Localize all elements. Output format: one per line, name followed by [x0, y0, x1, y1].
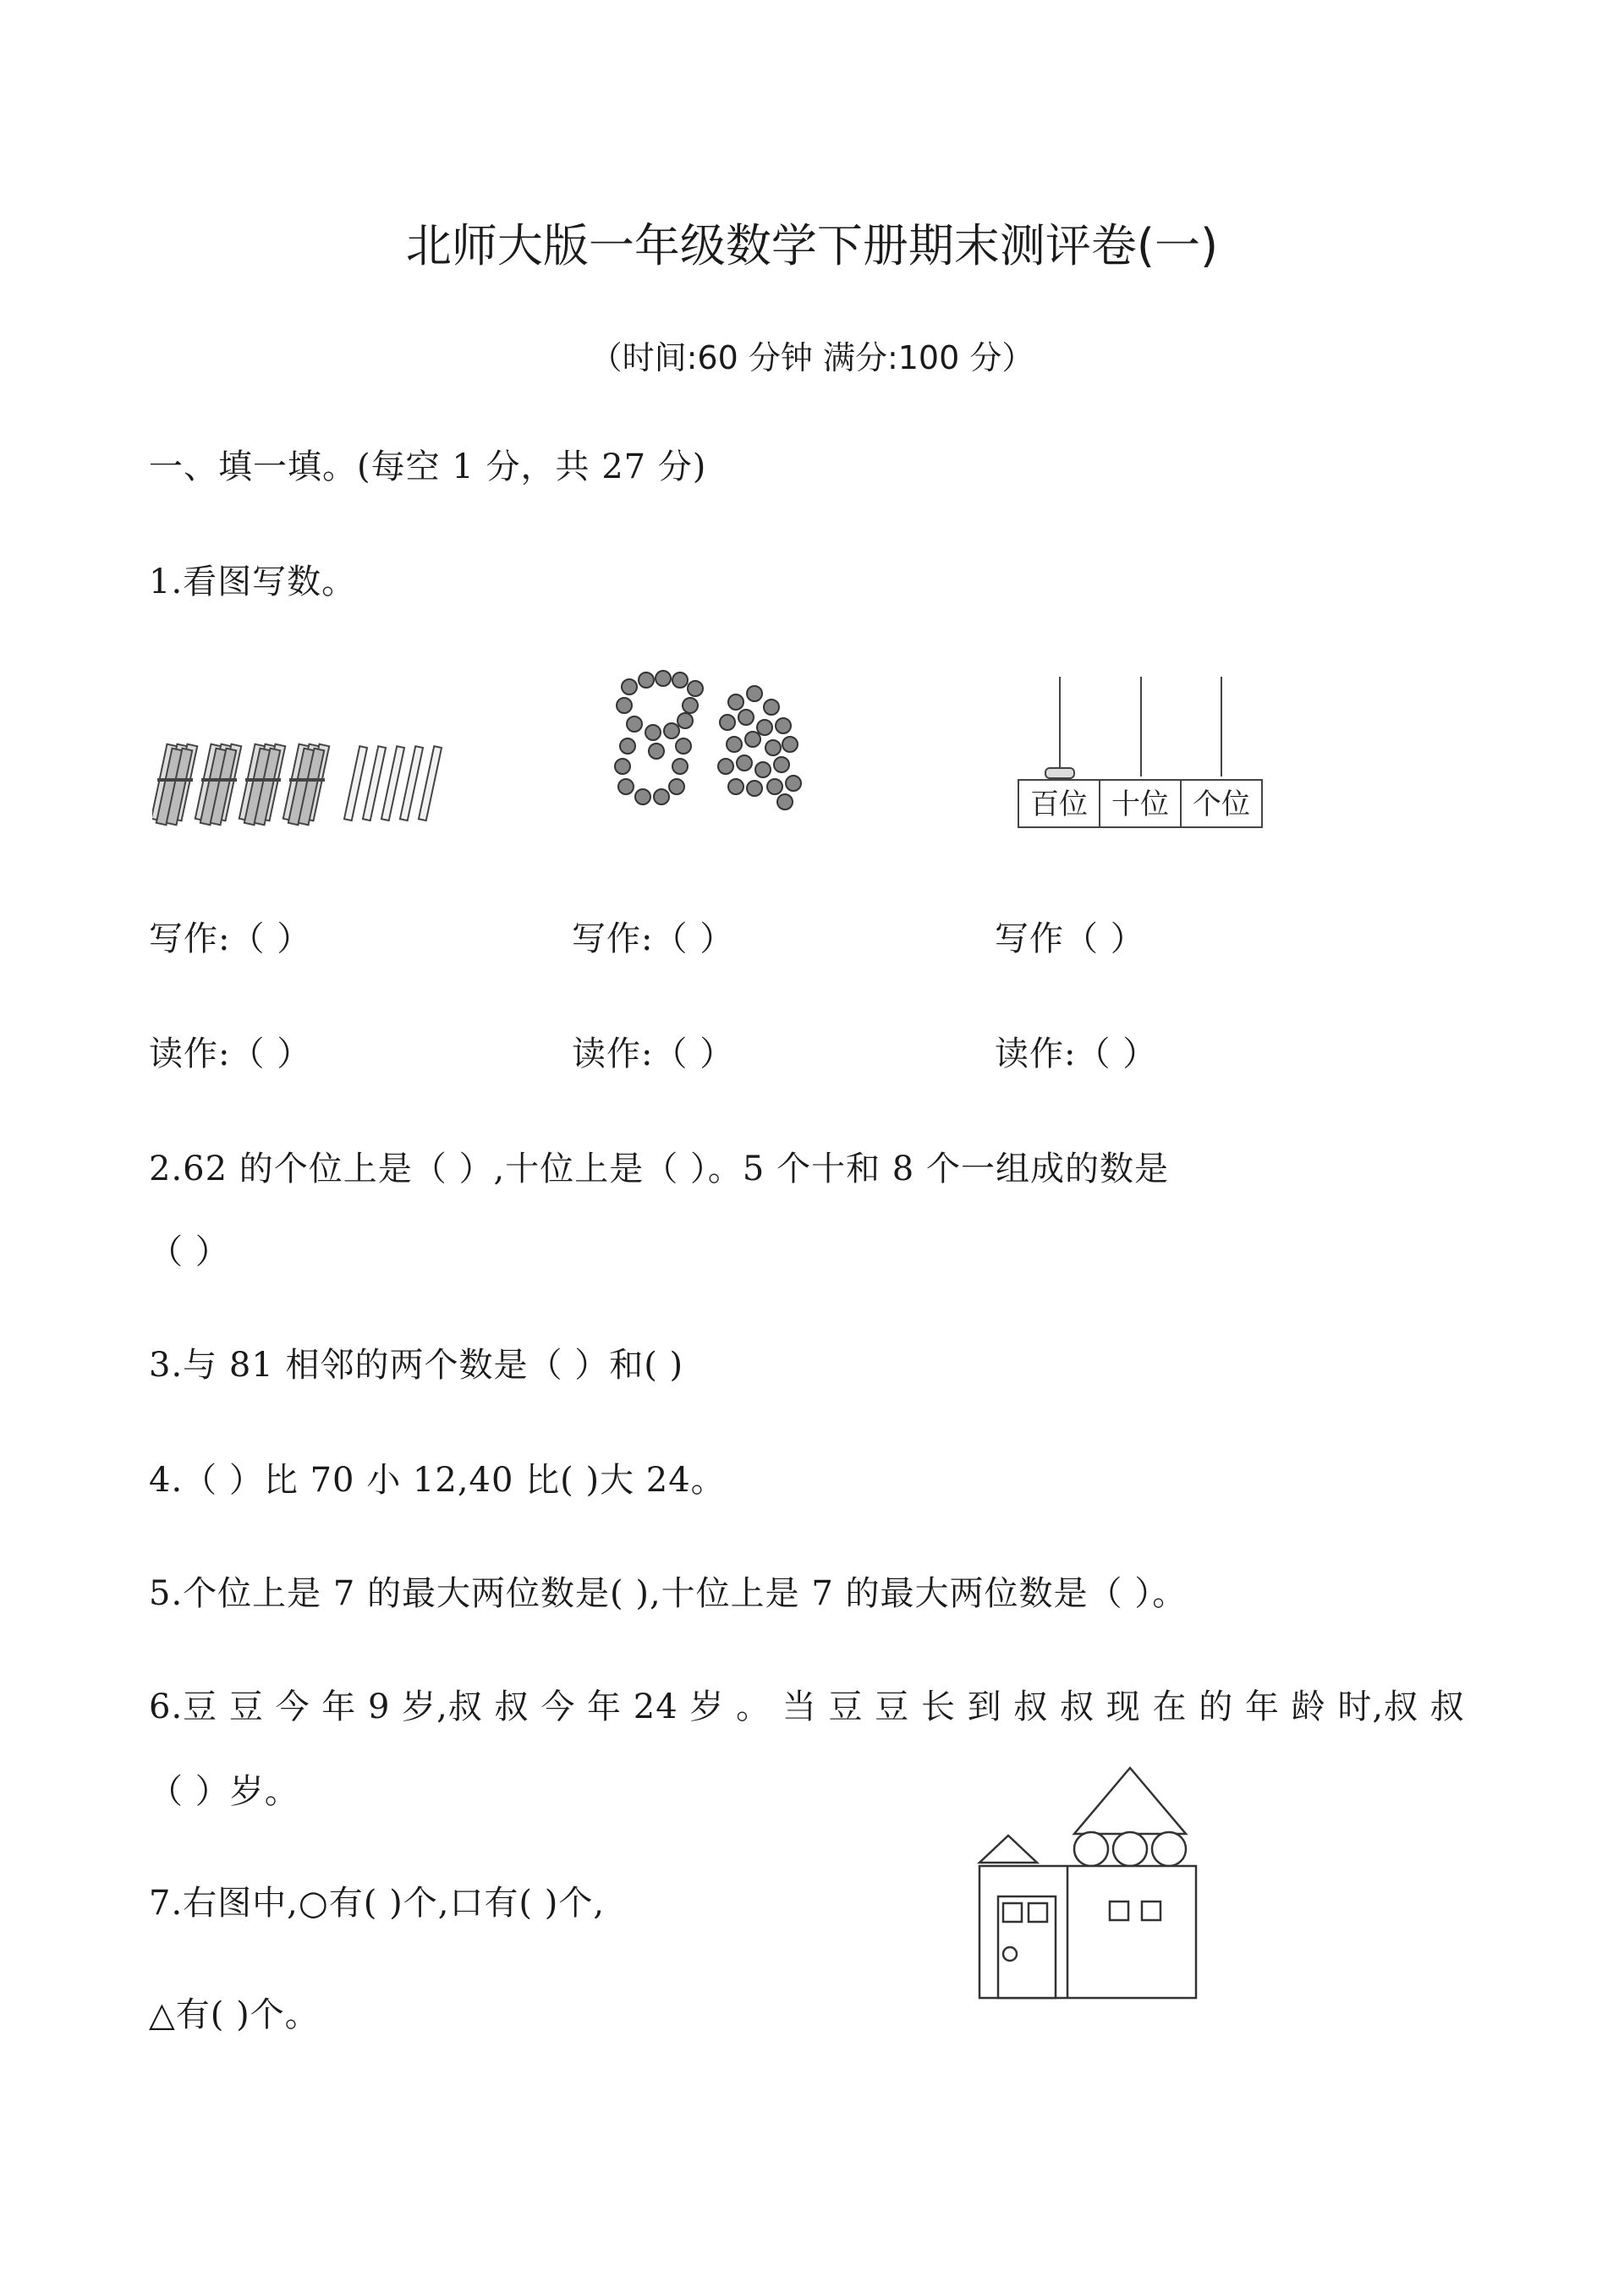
window-right: [1142, 1902, 1160, 1920]
exam-info: （时间:60 分钟 满分:100 分）: [590, 339, 1034, 376]
write-blank-1[interactable]: 写作:（ ）: [149, 919, 312, 958]
write-blank-3[interactable]: 写作（ ）: [995, 919, 1145, 958]
circle-right: [1152, 1832, 1186, 1866]
question-4[interactable]: 4.（ ）比 70 小 12,40 比( )大 24。: [149, 1461, 726, 1500]
abacus-figure: [1012, 673, 1265, 839]
stick-bundle: [239, 744, 285, 826]
stick-bundles-figure: [152, 727, 457, 837]
read-blank-3[interactable]: 读作:（ ）: [995, 1034, 1158, 1073]
stick-bundle: [283, 744, 329, 826]
write-blank-2[interactable]: 写作:（ ）: [572, 919, 735, 958]
circle-left: [1074, 1832, 1108, 1866]
question-2-line-1[interactable]: 2.62 的个位上是（ ）,十位上是（ ）。5 个十和 8 个一组成的数是: [149, 1150, 1169, 1188]
read-blank-2[interactable]: 读作:（ ）: [572, 1034, 735, 1073]
abacus-label-hundreds: 百位: [1030, 788, 1088, 821]
section-heading: 一、填一填。(每空 1 分，共 27 分): [149, 447, 707, 486]
question-6-line-2[interactable]: （ ）岁。: [149, 1772, 299, 1811]
question-3[interactable]: 3.与 81 相邻的两个数是（ ）和( ): [149, 1346, 684, 1385]
loose-sticks: [344, 746, 442, 820]
window-left: [1110, 1902, 1128, 1920]
question-2-line-2[interactable]: （ ）: [149, 1232, 230, 1271]
stick-bundle: [195, 744, 241, 826]
abacus-label-tens: 十位: [1111, 788, 1169, 821]
question-6-line-1[interactable]: 6.豆 豆 今 年 9 岁,叔 叔 今 年 24 岁 。 当 豆 豆 长 到 叔 叔 现 在 的 年 龄 时,叔 叔: [149, 1688, 1465, 1726]
shape-house-figure: [973, 1759, 1210, 2005]
question-5[interactable]: 5.个位上是 7 的最大两位数是( ),十位上是 7 的最大两位数是（ ）。: [149, 1574, 1188, 1613]
circle-middle: [1113, 1832, 1147, 1866]
abacus-label-ones: 个位: [1193, 788, 1250, 821]
small-roof-triangle: [979, 1836, 1037, 1863]
question-7-line-1[interactable]: 7.右图中,○有( )个,口有( )个,: [149, 1884, 606, 1923]
question-1-label: 1.看图写数。: [149, 563, 357, 601]
top-triangle: [1074, 1768, 1186, 1834]
read-blank-1[interactable]: 读作:（ ）: [149, 1034, 312, 1073]
page-title: 北师大版一年级数学下册期末测评卷(一): [405, 219, 1219, 272]
question-7-line-2[interactable]: △有( )个。: [149, 1995, 320, 2034]
bead-groups-figure: [609, 668, 812, 829]
stick-bundle: [152, 744, 197, 826]
